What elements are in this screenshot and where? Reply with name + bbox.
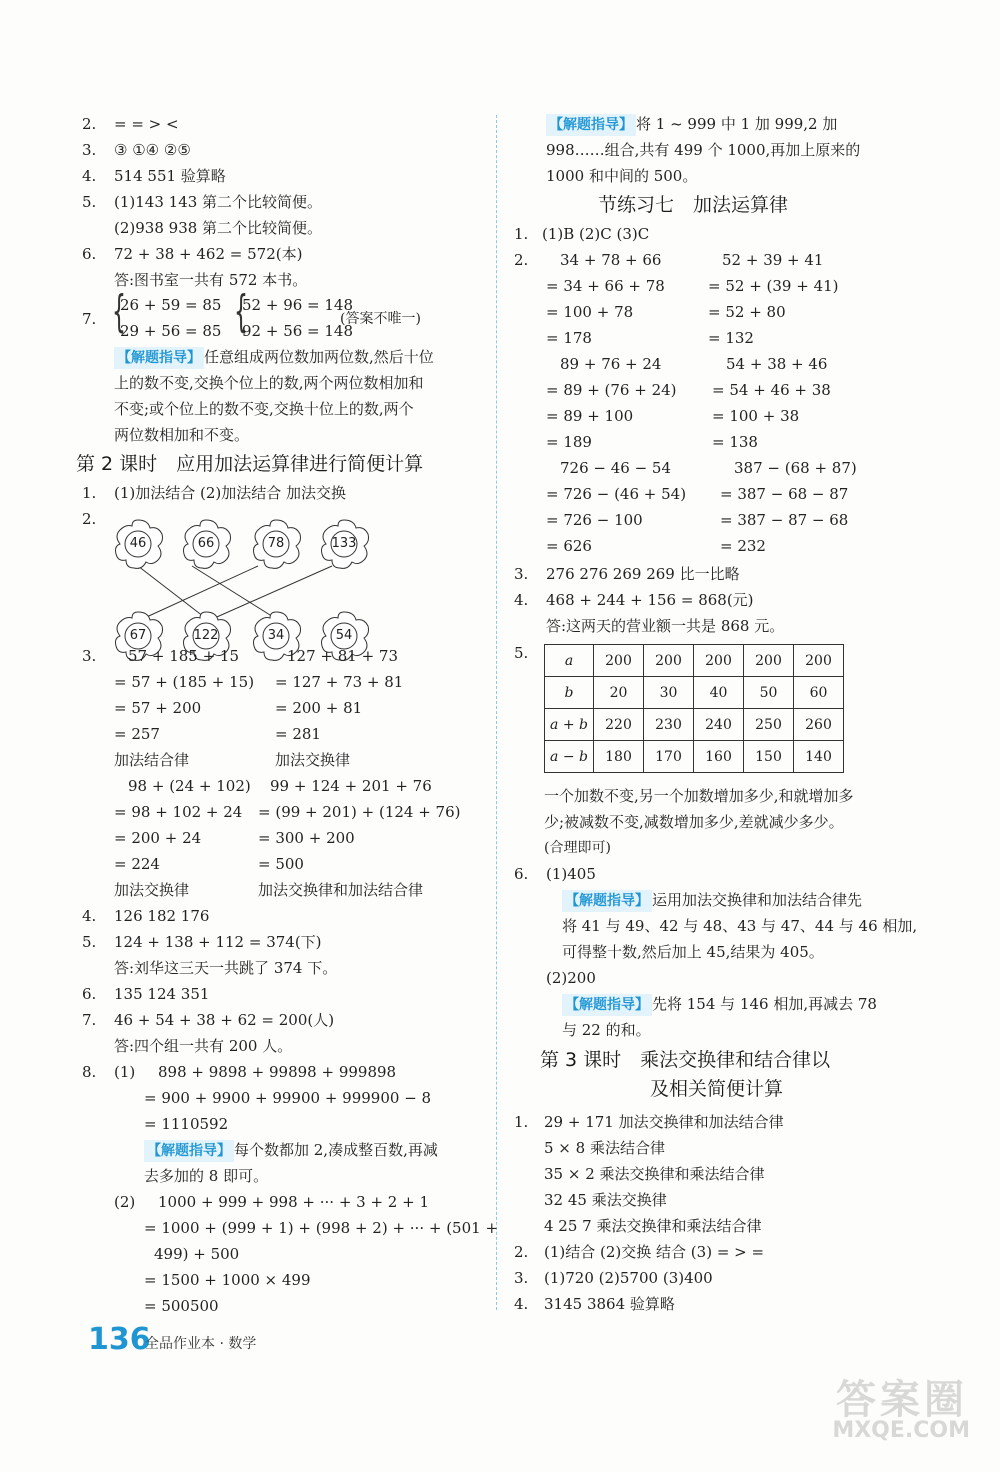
answer-text: (1)405	[546, 865, 596, 883]
answer-text: (1)B (2)C (3)C	[542, 225, 650, 243]
answer-text: 514 551 验算略	[114, 167, 226, 185]
answer-text: 46 + 54 + 38 + 62 = 200(人)	[114, 1011, 335, 1029]
calc-line: 499) + 500	[154, 1245, 240, 1263]
hint-tag: 【解题指导】	[546, 114, 636, 136]
hint-text: 1000 和中间的 500。	[546, 167, 698, 185]
q-number: 7.	[82, 1011, 97, 1029]
answer-text: 72 + 38 + 462 = 572(本)	[114, 245, 303, 263]
hint-text: 任意组成两位数加两位数,然后十位	[204, 348, 434, 366]
hint-text: 不变;或个位上的数不变,交换十位上的数,两个	[114, 400, 414, 418]
hint-tag: 【解题指导】	[562, 994, 652, 1016]
calc-line: 127 + 81 + 73	[287, 647, 399, 665]
table-row: a − b 180 170 160 150 140	[545, 741, 844, 773]
calc-line: = 52 + (39 + 41)	[708, 277, 839, 295]
answer-text: 26 + 59 = 85	[120, 296, 222, 314]
q-number: 3.	[514, 565, 529, 583]
calc-line: = 127 + 73 + 81	[275, 673, 404, 691]
table-row: a 200 200 200 200 200	[545, 645, 844, 677]
calc-line: = 626	[546, 537, 592, 555]
page-number: 136	[88, 1322, 151, 1357]
answer-text: 52 + 96 = 148	[242, 296, 354, 314]
hint-text: 与 22 的和。	[562, 1021, 651, 1039]
answer-text: (1)结合 (2)交换 结合 (3) = > =	[544, 1243, 765, 1261]
q-number: 6.	[82, 985, 97, 1003]
answer-text: 少;被减数不变,减数增加多少,差就减少多少。	[544, 813, 844, 831]
calc-line: = 54 + 46 + 38	[712, 381, 831, 399]
hint-tag: 【解题指导】	[114, 347, 204, 369]
hint-text: 上的数不变,交换个位上的数,两个两位数相加和	[114, 374, 424, 392]
hint-text: 可得整十数,然后加上 45,结果为 405。	[562, 943, 824, 961]
hint-text: 998……组合,共有 499 个 1000,再加上原来的	[546, 141, 861, 159]
answer-text: 5 × 8 乘法结合律	[544, 1139, 665, 1157]
calc-line: 34 + 78 + 66	[560, 251, 662, 269]
calc-line: = 387 − 68 − 87	[720, 485, 849, 503]
part-label: (2)	[114, 1193, 136, 1211]
law-label: 加法交换律	[114, 881, 190, 899]
flower-bottom-1: 67	[110, 608, 166, 664]
q-number: 4.	[82, 907, 97, 925]
flower-top-1: 46	[110, 516, 166, 572]
law-label: 加法结合律	[114, 751, 190, 769]
calc-line: = 200 + 24	[114, 829, 202, 847]
section-title: 节练习七 加法运算律	[598, 194, 789, 216]
hint-tag: 【解题指导】	[144, 1140, 234, 1162]
q-number: 5.	[514, 644, 529, 662]
answer-text: 135 124 351	[114, 985, 210, 1003]
calc-line: = 1110592	[144, 1115, 229, 1133]
answer-text: 29 + 56 = 85	[120, 322, 222, 340]
calc-line: = 1000 + (999 + 1) + (998 + 2) + ··· + (501 +	[144, 1219, 499, 1237]
q-number: 3.	[82, 647, 97, 665]
q-number: 5.	[82, 933, 97, 951]
flower-top-4: 133	[316, 516, 372, 572]
answer-text: 29 + 171 加法交换律和加法结合律	[544, 1113, 784, 1131]
table-row: a + b 220 230 240 250 260	[545, 709, 844, 741]
calc-line: = 89 + 100	[546, 407, 634, 425]
watermark-logo: 答案圈 MXQE.COM	[832, 1377, 970, 1443]
answer-note: (合理即可)	[544, 840, 611, 856]
q-number: 4.	[82, 167, 97, 185]
calc-line: = 726 − (46 + 54)	[546, 485, 687, 503]
answer-text: 276 276 269 269 比一比略	[546, 565, 740, 583]
hint-text: 每个数都加 2,凑成整百数,再减	[234, 1141, 438, 1159]
q-number: 6.	[82, 245, 97, 263]
answer-note: (答案不唯一)	[340, 311, 421, 327]
calc-line: = 132	[708, 329, 754, 347]
answer-text: (1)加法结合 (2)加法结合 加法交换	[114, 484, 347, 502]
q-number: 8.	[82, 1063, 97, 1081]
calc-line: = 726 − 100	[546, 511, 643, 529]
hint-text: 运用加法交换律和加法结合律先	[652, 891, 863, 909]
lesson-title: 第 3 课时 乘法交换律和结合律以	[540, 1049, 831, 1071]
calc-line: = 281	[275, 725, 321, 743]
calc-line: 1000 + 999 + 998 + ··· + 3 + 2 + 1	[158, 1193, 429, 1211]
book-title: 全品作业本 · 数学	[145, 1336, 257, 1352]
answer-text: 4 25 7 乘法交换律和乘法结合律	[544, 1217, 762, 1235]
calc-line: = 224	[114, 855, 160, 873]
calc-line: = 300 + 200	[258, 829, 355, 847]
answer-text: (2)938 938 第二个比较简便。	[114, 219, 323, 237]
q-number: 2.	[514, 1243, 529, 1261]
answer-text: 答:图书室一共有 572 本书。	[114, 271, 308, 289]
flower-top-3: 78	[248, 516, 304, 572]
calc-line: = 100 + 78	[546, 303, 634, 321]
calc-line: = 89 + (76 + 24)	[546, 381, 677, 399]
flower-bottom-2: 122	[178, 608, 234, 664]
calc-line: 52 + 39 + 41	[722, 251, 824, 269]
answer-text: 35 × 2 乘法交换律和乘法结合律	[544, 1165, 765, 1183]
hint-text: 将 41 与 49、42 与 48、43 与 47、44 与 46 相加,	[562, 917, 918, 935]
column-divider	[496, 115, 497, 1310]
answer-text: (1)143 143 第二个比较简便。	[114, 193, 323, 211]
law-label: 加法交换律	[275, 751, 351, 769]
calc-line: 89 + 76 + 24	[560, 355, 662, 373]
hint-text: 先将 154 与 146 相加,再减去 78	[652, 995, 877, 1013]
calc-line: 99 + 124 + 201 + 76	[270, 777, 432, 795]
table-row: b 20 30 40 50 60	[545, 677, 844, 709]
q-number: 4.	[514, 1295, 529, 1313]
answer-text: 32 45 乘法交换律	[544, 1191, 667, 1209]
calc-line: = 100 + 38	[712, 407, 800, 425]
calc-line: = 189	[546, 433, 592, 451]
calc-line: 726 − 46 − 54	[560, 459, 672, 477]
answer-text: = = > <	[114, 115, 179, 133]
ab-table	[544, 644, 844, 773]
calc-line: = 257	[114, 725, 160, 743]
flower-bottom-3: 34	[248, 608, 304, 664]
lesson-title: 第 2 课时 应用加法运算律进行简便计算	[76, 453, 424, 475]
q-number: 3.	[82, 141, 97, 159]
brace-icon: {	[234, 286, 248, 337]
answer-text: 3145 3864 验算略	[544, 1295, 675, 1313]
q-number: 1.	[514, 225, 529, 243]
answer-text: (1)720 (2)5700 (3)400	[544, 1269, 713, 1287]
hint-text: 两位数相加和不变。	[114, 426, 250, 444]
calc-line: = 500500	[144, 1297, 219, 1315]
hint-text: 去多加的 8 即可。	[144, 1167, 269, 1185]
calc-line: = 178	[546, 329, 592, 347]
q-number: 4.	[514, 591, 529, 609]
brace-icon: {	[112, 286, 126, 337]
law-label: 加法交换律和加法结合律	[258, 881, 424, 899]
q-number: 2.	[514, 251, 529, 269]
calc-line: = 57 + (185 + 15)	[114, 673, 255, 691]
flower-bottom-4: 54	[316, 608, 372, 664]
answer-text: 答:刘华这三天一共跳了 374 下。	[114, 959, 338, 977]
calc-line: = 900 + 9900 + 99900 + 999900 − 8	[144, 1089, 432, 1107]
calc-line: = (99 + 201) + (124 + 76)	[258, 803, 461, 821]
answer-text: 答:这两天的营业额一共是 868 元。	[546, 617, 785, 635]
answer-text: 92 + 56 = 148	[242, 322, 354, 340]
hint-text: 将 1 ~ 999 中 1 加 999,2 加	[636, 115, 838, 133]
calc-line: = 232	[720, 537, 766, 555]
calc-line: = 200 + 81	[275, 699, 363, 717]
lesson-title: 及相关简便计算	[650, 1078, 784, 1100]
calc-line: 54 + 38 + 46	[726, 355, 828, 373]
calc-line: = 98 + 102 + 24	[114, 803, 243, 821]
answer-text: 124 + 138 + 112 = 374(下)	[114, 933, 322, 951]
q-number: 5.	[82, 193, 97, 211]
calc-line: = 1500 + 1000 × 499	[144, 1271, 311, 1289]
q-number: 1.	[82, 484, 97, 502]
part-label: (1)	[114, 1063, 136, 1081]
flower-top-2: 66	[178, 516, 234, 572]
q-number: 7.	[82, 310, 97, 328]
calc-line: = 52 + 80	[708, 303, 786, 321]
answer-text: (2)200	[546, 969, 596, 987]
answer-text: 答:四个组一共有 200 人。	[114, 1037, 293, 1055]
q-number: 6.	[514, 865, 529, 883]
calc-line: = 34 + 66 + 78	[546, 277, 665, 295]
calc-line: 387 − (68 + 87)	[734, 459, 857, 477]
calc-line: 98 + (24 + 102)	[128, 777, 251, 795]
q-number: 2.	[82, 510, 97, 528]
calc-line: = 500	[258, 855, 304, 873]
calc-line: = 387 − 87 − 68	[720, 511, 849, 529]
calc-line: 57 + 185 + 15	[128, 647, 240, 665]
calc-line: = 138	[712, 433, 758, 451]
q-number: 3.	[514, 1269, 529, 1287]
answer-text: ③ ①④ ②⑤	[114, 141, 191, 159]
hint-tag: 【解题指导】	[562, 890, 652, 912]
calc-line: 898 + 9898 + 99898 + 999898	[158, 1063, 397, 1081]
q-number: 2.	[82, 115, 97, 133]
calc-line: = 57 + 200	[114, 699, 202, 717]
q-number: 1.	[514, 1113, 529, 1131]
answer-text: 468 + 244 + 156 = 868(元)	[546, 591, 754, 609]
answer-text: 126 182 176	[114, 907, 210, 925]
answer-text: 一个加数不变,另一个加数增加多少,和就增加多	[544, 787, 854, 805]
